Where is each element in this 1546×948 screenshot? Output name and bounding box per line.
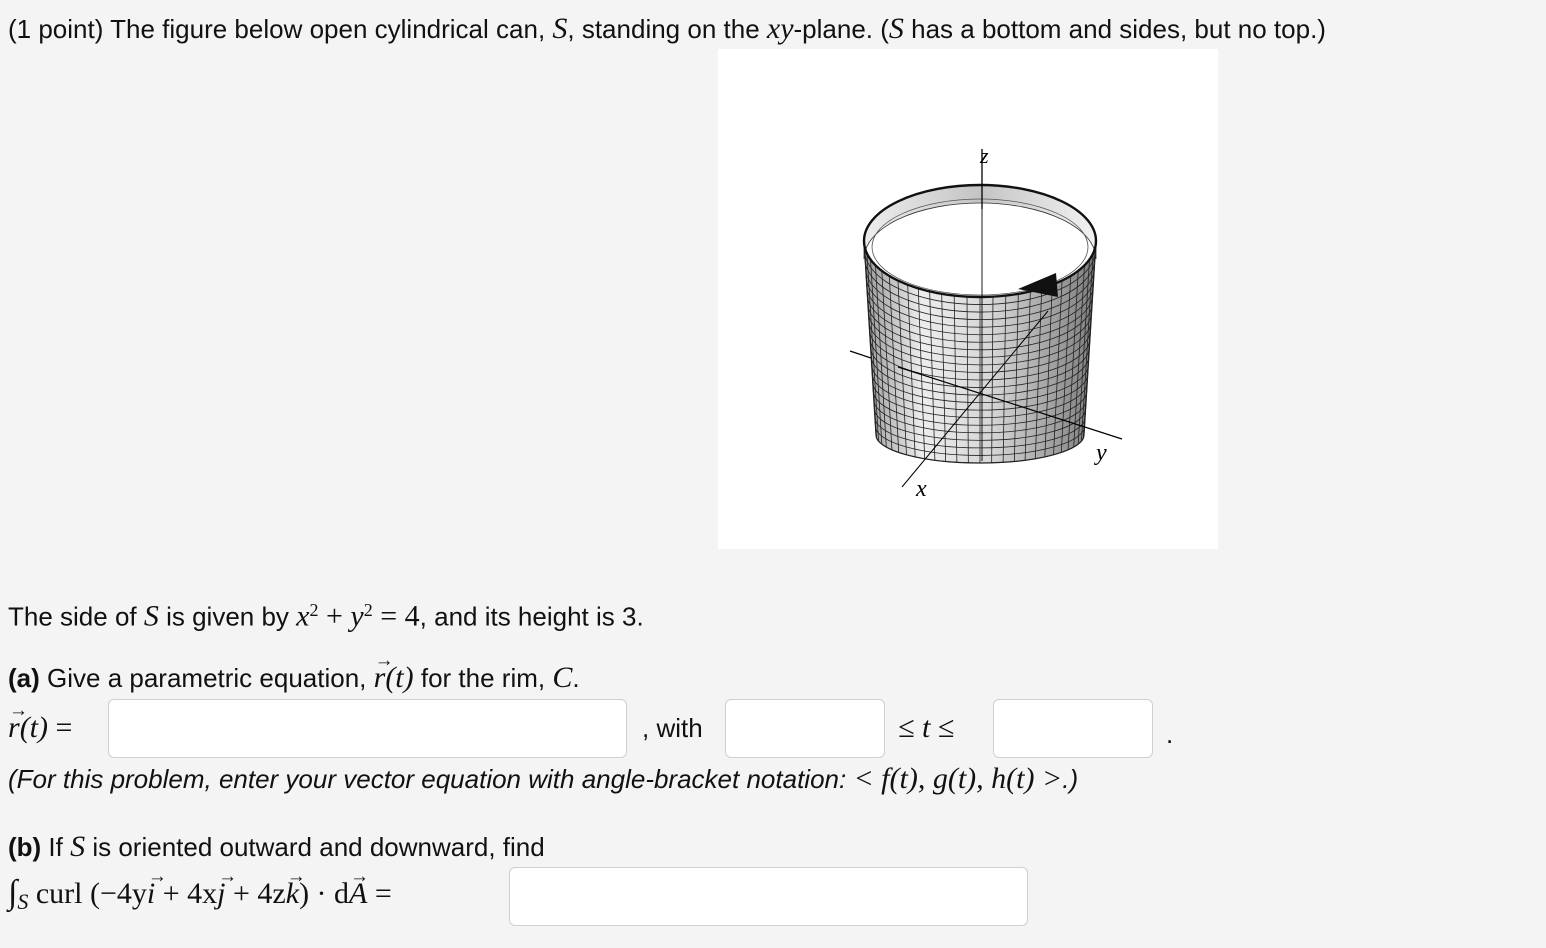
part-a-question: (a) Give a parametric equation, → r(t) for the rim, C. [8, 662, 580, 694]
flux-answer-field[interactable] [509, 867, 1028, 926]
cylinder-plot [718, 49, 1218, 549]
r-equals-label: → r(t) = [8, 712, 72, 744]
surface-symbol: S [552, 12, 568, 45]
cylinder-figure [718, 49, 1218, 549]
z-axis-label: z [980, 143, 989, 168]
t-lower-input[interactable] [726, 700, 884, 757]
t-range-label: ≤ t ≤ [898, 711, 955, 744]
y-axis-label: y [1096, 440, 1107, 466]
part-a-label: (a) [8, 663, 40, 693]
t-upper-input[interactable] [994, 700, 1152, 757]
t-lower-field[interactable] [725, 699, 885, 758]
inner-wall [864, 185, 1096, 259]
x-axis-label: x [916, 476, 927, 502]
part-b-label: (b) [8, 832, 42, 862]
problem-intro: (1 point) The figure below open cylindrical can, S, standing on the xy-plane. (S has a bottom and sides, but no top.) [8, 12, 1326, 45]
r-of-t-input[interactable] [109, 700, 626, 757]
side-description: The side of S is given by $x^2 + y^2 = 4$, and its height is 3. [8, 599, 644, 633]
flux-answer-input[interactable] [510, 868, 1027, 925]
part-b-question: (b) If S is oriented outward and downward, find [8, 830, 545, 863]
angle-bracket-note: (For this problem, enter your vector equation with angle-bracket notation: < f(t), g(t), h(t) >.) [8, 762, 1079, 795]
flux-integral-expression: $\int_S$ curl (−4y→ i + 4x→ j + 4z→ k) · d→ A = [8, 877, 392, 918]
r-of-t-field[interactable] [108, 699, 627, 758]
points-label: (1 point) [8, 14, 104, 44]
t-upper-field[interactable] [993, 699, 1153, 758]
with-label: , with [642, 713, 703, 743]
end-period: . [1166, 719, 1174, 749]
